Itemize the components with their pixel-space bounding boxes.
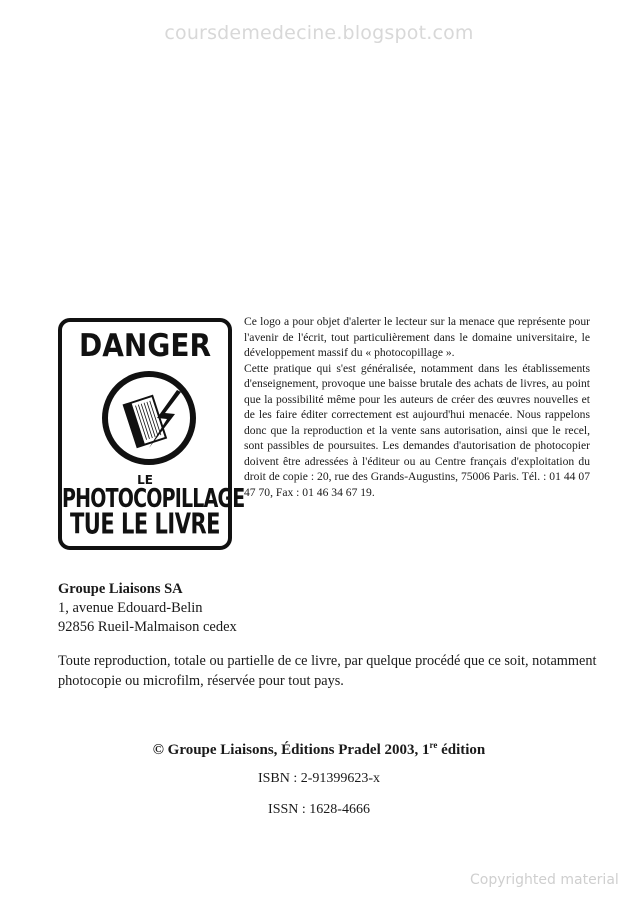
watermark-top: coursdemedecine.blogspot.com <box>164 22 474 44</box>
logo-word-tue-le-livre: TUE LE LIVRE <box>69 507 221 541</box>
logo-explanation-part2: Cette pratique qui s'est généralisée, notamment dans les établissements d'enseignement, provoque une baisse brutale des achats de livres, au point que la possibilité même pour les auteurs de créer des œuvres nouvelles et de les faire éditer correctement est aujourd'hui menacée. Nous rappelons donc que la reproduction et la vente sans autorisation, ainsi que le recel, sont passibles de poursuites. Les demandes d'autorisation de photocopier doivent être adressées à l'éditeur ou au Centre français d'exploitation du droit de copie : 20, rue des Grands-Augustins, 75006 Paris. Tél. : 01 44 07 47 70, Fax : 01 46 34 67 19. <box>244 361 590 499</box>
danger-photocopillage-logo <box>58 318 245 550</box>
rights-notice: Toute reproduction, totale ou partielle de ce livre, par quelque procédé que ce soit, notamment photocopie ou microfilm, réservée pour tout pays. <box>58 653 597 689</box>
logo-explanation-part1: Ce logo a pour objet d'alerter le lecteur sur la menace que représente pour l'avenir de l'écrit, tout particulièrement dans le domaine universitaire, le développement massif du « photocopillage ». <box>244 315 590 359</box>
publisher-block <box>58 580 237 637</box>
logo-word-photocopillage: PHOTOCOPILLAGE <box>62 483 245 514</box>
issn-line: ISSN : 1628-4666 <box>268 802 370 817</box>
publisher-name: Groupe Liaisons SA <box>58 581 183 597</box>
book-lightning-icon <box>99 368 199 468</box>
copyright-edition-superscript: re <box>429 740 438 750</box>
logo-word-danger: DANGER <box>78 327 211 364</box>
copyright-line <box>0 740 638 759</box>
logo-word-le: LE <box>137 473 153 487</box>
publisher-address-line1: 1, avenue Edouard-Belin <box>58 600 203 616</box>
copyright-main: © Groupe Liaisons, Éditions Pradel 2003, 1 <box>152 742 430 758</box>
publisher-address-line2: 92856 Rueil-Malmaison cedex <box>58 619 237 635</box>
copyright-tail: édition <box>437 742 486 758</box>
isbn-line: ISBN : 2-91399623-x <box>257 771 381 786</box>
watermark-bottom: Copyrighted material <box>470 872 619 888</box>
logo-explanation-text <box>244 314 590 500</box>
